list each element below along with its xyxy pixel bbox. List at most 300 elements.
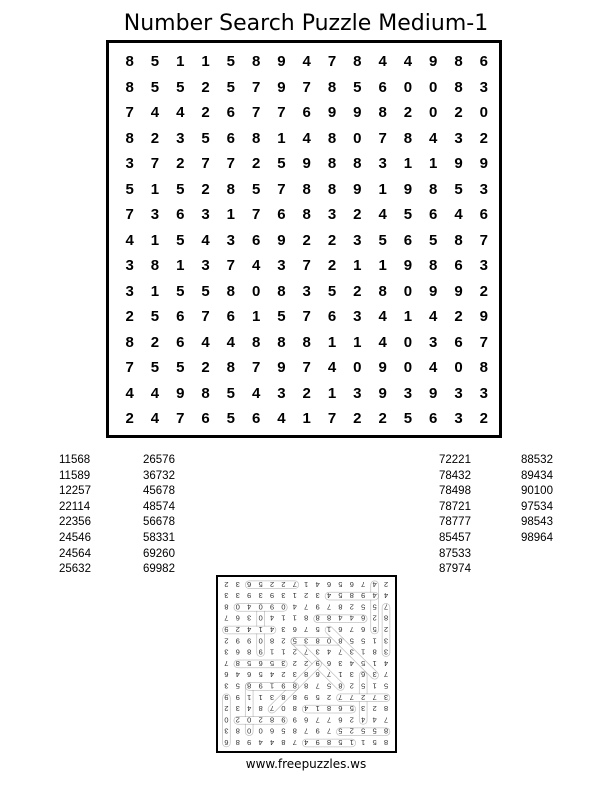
grid-cell: 3 bbox=[201, 206, 210, 223]
answer-key-digit: 8 bbox=[304, 681, 309, 691]
answer-key-digit: 5 bbox=[361, 681, 366, 691]
answer-key-digit: 7 bbox=[224, 658, 229, 668]
grid-cell: 5 bbox=[150, 78, 160, 96]
answer-key-digit: 3 bbox=[224, 726, 229, 736]
grid-cell: 3 bbox=[176, 129, 185, 147]
grid-cell: 5 bbox=[176, 231, 185, 249]
answer-key-digit: 9 bbox=[281, 681, 286, 691]
answer-key-digit: 3 bbox=[315, 591, 320, 601]
grid-cell: 4 bbox=[176, 104, 185, 121]
grid-cell: 6 bbox=[429, 206, 438, 223]
word-list-item: 48574 bbox=[143, 500, 175, 513]
answer-key-digit: 5 bbox=[247, 658, 252, 668]
answer-key-digit: 6 bbox=[235, 613, 240, 623]
answer-key-digit: 1 bbox=[281, 647, 286, 657]
grid-cell: 7 bbox=[251, 104, 261, 121]
grid-cell: 6 bbox=[454, 333, 463, 351]
grid-cell: 3 bbox=[479, 257, 488, 274]
answer-key-digit: 8 bbox=[258, 704, 263, 714]
grid-cell: 9 bbox=[454, 155, 463, 172]
answer-key-digit: 7 bbox=[304, 726, 309, 736]
answer-key-digit: 8 bbox=[338, 636, 343, 646]
grid-cell: 4 bbox=[302, 129, 311, 147]
answer-key-digit: 7 bbox=[304, 602, 309, 612]
grid-cell: 3 bbox=[277, 384, 286, 402]
answer-key-digit: 9 bbox=[269, 591, 275, 601]
answer-key-digit: 9 bbox=[247, 738, 252, 747]
answer-key-digit: 3 bbox=[338, 658, 343, 668]
word-list-item: 98964 bbox=[521, 531, 553, 544]
answer-key-digit: 4 bbox=[326, 647, 332, 657]
answer-key-digit: 3 bbox=[258, 591, 263, 601]
grid-cell: 3 bbox=[454, 384, 463, 402]
grid-cell: 4 bbox=[429, 308, 438, 325]
grid-cell: 0 bbox=[251, 282, 261, 300]
grid-cell: 4 bbox=[150, 384, 160, 402]
grid-cell: 8 bbox=[454, 78, 463, 96]
answer-key-digit: 6 bbox=[338, 625, 343, 634]
grid-cell: 8 bbox=[125, 333, 134, 351]
answer-key-digit: 7 bbox=[326, 726, 332, 736]
answer-key-digit: 5 bbox=[383, 681, 389, 691]
grid-cell: 1 bbox=[251, 308, 261, 325]
grid-cell: 2 bbox=[353, 282, 362, 300]
answer-key-digit: 0 bbox=[247, 726, 252, 736]
grid-cell: 7 bbox=[302, 308, 311, 325]
answer-key-digit: 6 bbox=[326, 658, 332, 668]
word-list-item: 78721 bbox=[439, 500, 471, 513]
answer-key-digit: 4 bbox=[235, 670, 240, 680]
grid-cell: 3 bbox=[454, 129, 463, 147]
answer-key-digit: 8 bbox=[235, 658, 240, 668]
grid-cell: 2 bbox=[479, 282, 488, 300]
answer-key-digit: 0 bbox=[224, 715, 229, 725]
answer-key-digit: 1 bbox=[349, 738, 354, 747]
grid-cell: 5 bbox=[226, 384, 235, 402]
grid-cell: 6 bbox=[201, 410, 210, 427]
grid-cell: 5 bbox=[226, 53, 235, 70]
answer-key-digit: 3 bbox=[304, 636, 309, 646]
answer-key-digit: 2 bbox=[304, 591, 309, 601]
grid-cell: 5 bbox=[176, 78, 185, 96]
grid-cell: 7 bbox=[201, 308, 210, 325]
grid-cell: 2 bbox=[378, 410, 387, 427]
answer-key-digit: 4 bbox=[326, 591, 332, 601]
answer-key-digit: 5 bbox=[361, 658, 366, 668]
answer-key-digit: 9 bbox=[281, 715, 286, 725]
grid-cell: 0 bbox=[454, 359, 463, 376]
grid-cell: 4 bbox=[277, 410, 286, 427]
answer-key-digit: 1 bbox=[338, 670, 343, 680]
grid-cell: 9 bbox=[429, 384, 438, 402]
answer-key-digit: 5 bbox=[372, 625, 377, 634]
grid-cell: 2 bbox=[353, 206, 362, 223]
grid-cell: 5 bbox=[353, 78, 362, 96]
answer-key-digit: 2 bbox=[304, 658, 309, 668]
answer-key-digit: 8 bbox=[304, 613, 309, 623]
grid-cell: 1 bbox=[327, 333, 337, 351]
word-list-item: 78777 bbox=[439, 516, 471, 529]
answer-key-digit: 7 bbox=[361, 579, 366, 589]
grid-cell: 9 bbox=[277, 53, 286, 70]
grid-cell: 1 bbox=[176, 53, 185, 70]
grid-cell: 3 bbox=[429, 333, 438, 351]
grid-cell: 2 bbox=[327, 231, 337, 249]
grid-cell: 5 bbox=[378, 231, 387, 249]
answer-key-digit: 3 bbox=[281, 591, 286, 601]
grid-cell: 3 bbox=[353, 231, 362, 249]
answer-key-digit: 4 bbox=[292, 602, 297, 612]
grid-cell: 7 bbox=[226, 257, 235, 274]
answer-key-digit: 7 bbox=[224, 613, 229, 623]
grid-cell: 9 bbox=[479, 155, 488, 172]
word-list-item: 56678 bbox=[143, 516, 175, 529]
answer-key-digit: 6 bbox=[361, 670, 366, 680]
answer-key-digit: 4 bbox=[304, 704, 309, 714]
grid-cell: 8 bbox=[277, 333, 286, 351]
answer-key-digit: 8 bbox=[383, 738, 389, 747]
grid-cell: 0 bbox=[403, 333, 413, 351]
grid-cell: 7 bbox=[277, 104, 286, 121]
grid-cell: 3 bbox=[125, 257, 134, 274]
answer-key-digit: 8 bbox=[235, 726, 240, 736]
grid-cell: 0 bbox=[403, 359, 413, 376]
word-list-item: 12257 bbox=[59, 485, 91, 498]
word-list-item: 45678 bbox=[143, 485, 175, 498]
answer-key-digit: 4 bbox=[383, 658, 389, 668]
grid-cell: 7 bbox=[251, 359, 261, 376]
answer-key-digit: 2 bbox=[372, 613, 377, 623]
answer-key-digit: 6 bbox=[304, 715, 309, 725]
grid-cell: 4 bbox=[429, 129, 438, 147]
grid-cell: 8 bbox=[125, 129, 134, 147]
grid-cell: 8 bbox=[226, 359, 235, 376]
word-list-item: 78432 bbox=[439, 469, 471, 482]
answer-key-digit: 4 bbox=[372, 715, 377, 725]
answer-key-digit: 6 bbox=[292, 625, 297, 634]
grid-cell: 7 bbox=[251, 78, 261, 96]
grid-cell: 6 bbox=[176, 333, 185, 351]
answer-key-digit: 0 bbox=[235, 602, 240, 612]
word-list-item: 85457 bbox=[439, 531, 471, 544]
answer-key-digit: 1 bbox=[247, 692, 252, 702]
grid-cell: 2 bbox=[479, 129, 488, 147]
word-list-item: 22356 bbox=[59, 516, 91, 529]
grid-cell: 2 bbox=[201, 104, 210, 121]
answer-key-digit: 0 bbox=[281, 602, 286, 612]
grid-cell: 9 bbox=[353, 180, 362, 198]
grid-cell: 9 bbox=[277, 359, 286, 376]
answer-key-digit: 4 bbox=[338, 613, 343, 623]
answer-key-digit: 0 bbox=[247, 715, 252, 725]
grid-cell: 9 bbox=[454, 282, 463, 300]
answer-key-digit: 1 bbox=[269, 647, 275, 657]
answer-key-digit: 3 bbox=[235, 704, 240, 714]
grid-cell: 4 bbox=[378, 53, 387, 70]
grid-cell: 3 bbox=[327, 206, 337, 223]
word-list-item: 89434 bbox=[521, 469, 553, 482]
grid-cell: 5 bbox=[176, 282, 185, 300]
answer-key-digit: 6 bbox=[258, 658, 263, 668]
word-list-column-4 bbox=[521, 453, 591, 547]
answer-key-digit: 6 bbox=[349, 579, 354, 589]
grid-cell: 8 bbox=[327, 129, 337, 147]
grid-cell: 3 bbox=[353, 384, 362, 402]
answer-key-digit: 2 bbox=[281, 636, 286, 646]
answer-key-digit: 3 bbox=[281, 625, 286, 634]
answer-key-digit: 6 bbox=[235, 647, 240, 657]
grid-cell: 0 bbox=[479, 104, 488, 121]
grid-cell: 4 bbox=[251, 257, 261, 274]
answer-key-digit: 8 bbox=[315, 613, 320, 623]
grid-cell: 4 bbox=[378, 333, 387, 351]
grid-cell: 5 bbox=[403, 410, 413, 427]
grid-cell: 2 bbox=[302, 231, 311, 249]
word-list-item: 11589 bbox=[59, 469, 91, 482]
answer-key-digit: 8 bbox=[338, 681, 343, 691]
grid-cell: 8 bbox=[403, 129, 413, 147]
grid-cell: 5 bbox=[277, 155, 286, 172]
answer-key-digit: 6 bbox=[247, 579, 252, 589]
grid-cell: 2 bbox=[454, 104, 463, 121]
grid-cell: 4 bbox=[302, 53, 311, 70]
grid-cell: 8 bbox=[327, 78, 337, 96]
grid-cell: 6 bbox=[226, 104, 235, 121]
grid-cell: 9 bbox=[378, 359, 387, 376]
grid-cell: 3 bbox=[479, 384, 488, 402]
answer-key-digit: 0 bbox=[258, 726, 263, 736]
grid-cell: 8 bbox=[429, 257, 438, 274]
answer-key-digit: 8 bbox=[383, 726, 389, 736]
grid-cell: 7 bbox=[201, 155, 210, 172]
word-list-item: 88532 bbox=[521, 454, 553, 466]
word-list-item: 87533 bbox=[439, 547, 471, 560]
grid-cell: 7 bbox=[479, 333, 488, 351]
answer-key-digit: 4 bbox=[247, 602, 252, 612]
grid-cell: 5 bbox=[251, 180, 261, 198]
grid-cell: 7 bbox=[125, 104, 134, 121]
grid-cell: 4 bbox=[201, 231, 210, 249]
answer-key-digit: 3 bbox=[372, 670, 377, 680]
answer-key-digit: 7 bbox=[372, 692, 377, 702]
word-list-item: 24546 bbox=[59, 531, 91, 544]
grid-cell: 5 bbox=[277, 308, 286, 325]
grid-cell: 4 bbox=[125, 231, 134, 249]
answer-key-digit: 2 bbox=[383, 579, 389, 589]
answer-key-digit: 7 bbox=[338, 692, 343, 702]
answer-key-digit: 2 bbox=[224, 636, 229, 646]
grid-cell: 7 bbox=[327, 53, 337, 70]
answer-key-digit: 5 bbox=[258, 670, 263, 680]
grid-cell: 3 bbox=[150, 206, 160, 223]
grid-cell: 5 bbox=[176, 359, 185, 376]
answer-key-digit: 0 bbox=[258, 602, 263, 612]
grid-cell: 5 bbox=[125, 180, 134, 198]
grid-cell: 8 bbox=[302, 333, 311, 351]
answer-key-digit: 3 bbox=[383, 636, 389, 646]
answer-key-digit: 4 bbox=[372, 591, 377, 601]
answer-key-digit: 7 bbox=[383, 715, 389, 725]
grid-cell: 8 bbox=[125, 53, 134, 70]
grid-cell: 7 bbox=[125, 206, 134, 223]
answer-key-digit: 0 bbox=[258, 613, 263, 623]
answer-key-digit: 6 bbox=[361, 625, 366, 634]
answer-key-digit: 8 bbox=[292, 726, 297, 736]
answer-key-digit: 5 bbox=[292, 636, 297, 646]
grid-cell: 8 bbox=[302, 206, 311, 223]
answer-key-digit: 8 bbox=[281, 738, 286, 747]
grid-cell: 2 bbox=[125, 410, 134, 427]
answer-key-digit: 5 bbox=[338, 726, 343, 736]
answer-key-digit: 3 bbox=[224, 647, 229, 657]
grid-cell: 9 bbox=[327, 104, 337, 121]
answer-key-digit: 2 bbox=[361, 692, 366, 702]
grid-cell: 7 bbox=[277, 180, 286, 198]
answer-key-digit: 4 bbox=[258, 738, 263, 747]
grid-cell: 8 bbox=[277, 282, 286, 300]
grid-cell: 0 bbox=[403, 282, 413, 300]
word-list-item: 98543 bbox=[521, 516, 553, 529]
answer-key-digit: 2 bbox=[224, 579, 229, 589]
grid-cell: 0 bbox=[353, 129, 362, 147]
answer-key-digit: 9 bbox=[292, 715, 297, 725]
answer-key-digit: 3 bbox=[235, 591, 240, 601]
grid-cell: 8 bbox=[353, 53, 362, 70]
answer-key-digit: 3 bbox=[224, 681, 229, 691]
grid-cell: 2 bbox=[454, 308, 463, 325]
answer-key-digit: 8 bbox=[235, 738, 240, 747]
grid-cell: 8 bbox=[226, 180, 235, 198]
grid-cell: 5 bbox=[150, 53, 160, 70]
answer-key-digit: 8 bbox=[292, 681, 297, 691]
answer-key-digit: 9 bbox=[315, 726, 320, 736]
grid-cell: 3 bbox=[277, 257, 286, 274]
grid-cell: 2 bbox=[201, 180, 210, 198]
answer-key-digit: 5 bbox=[315, 625, 320, 634]
grid-cell: 8 bbox=[327, 180, 337, 198]
grid-cell: 8 bbox=[201, 384, 210, 402]
grid-cell: 3 bbox=[479, 78, 488, 96]
grid-cell: 7 bbox=[302, 257, 311, 274]
grid-cell: 6 bbox=[479, 206, 488, 223]
answer-key-digit: 5 bbox=[361, 726, 366, 736]
answer-key-digit: 1 bbox=[361, 738, 366, 747]
grid-cell: 8 bbox=[251, 333, 261, 351]
grid-cell: 5 bbox=[150, 359, 160, 376]
grid-cell: 6 bbox=[226, 308, 235, 325]
answer-key-digit: 6 bbox=[269, 726, 275, 736]
answer-key-digit: 5 bbox=[338, 579, 343, 589]
answer-key-digit: 6 bbox=[338, 715, 343, 725]
answer-key-digit: 9 bbox=[361, 591, 366, 601]
answer-key-digit: 1 bbox=[304, 579, 309, 589]
grid-cell: 4 bbox=[125, 384, 134, 402]
grid-cell: 7 bbox=[226, 155, 235, 172]
grid-cell: 2 bbox=[201, 78, 210, 96]
word-list-item: 90100 bbox=[521, 485, 553, 498]
grid-cell: 5 bbox=[454, 180, 463, 198]
answer-key-digit: 5 bbox=[326, 681, 332, 691]
grid-cell: 2 bbox=[201, 359, 210, 376]
grid-cell: 6 bbox=[251, 410, 261, 427]
answer-key-digit: 7 bbox=[349, 692, 354, 702]
grid-cell: 3 bbox=[454, 410, 463, 427]
answer-key-digit: 9 bbox=[315, 602, 320, 612]
answer-key-digit: 6 bbox=[247, 670, 252, 680]
grid-cell: 1 bbox=[150, 282, 160, 300]
answer-key-digit: 4 bbox=[247, 704, 252, 714]
grid-cell: 2 bbox=[327, 257, 337, 274]
grid-cell: 4 bbox=[429, 359, 438, 376]
answer-key-digit: 3 bbox=[224, 591, 229, 601]
grid-cell: 8 bbox=[251, 53, 261, 70]
answer-key-digit: 8 bbox=[269, 715, 275, 725]
grid-cell: 6 bbox=[454, 257, 463, 274]
grid-cell: 5 bbox=[150, 308, 160, 325]
puzzle-grid bbox=[117, 49, 496, 432]
grid-cell: 1 bbox=[150, 180, 160, 198]
answer-key-digit: 2 bbox=[281, 670, 286, 680]
answer-key-digit: 9 bbox=[269, 602, 275, 612]
grid-cell: 4 bbox=[251, 384, 261, 402]
answer-key-digit: 8 bbox=[338, 602, 343, 612]
answer-key-digit: 4 bbox=[349, 613, 354, 623]
grid-cell: 0 bbox=[403, 78, 413, 96]
answer-key-digit: 8 bbox=[326, 704, 332, 714]
answer-key-digit: 2 bbox=[383, 625, 389, 634]
grid-cell: 5 bbox=[201, 129, 210, 147]
answer-key-digit: 8 bbox=[383, 613, 389, 623]
grid-cell: 3 bbox=[125, 282, 134, 300]
answer-key-digit: 2 bbox=[326, 692, 332, 702]
answer-key-digit: 9 bbox=[224, 692, 229, 702]
grid-cell: 6 bbox=[479, 53, 488, 70]
grid-cell: 9 bbox=[277, 231, 286, 249]
answer-key-digit: 7 bbox=[326, 670, 332, 680]
answer-key-digit: 2 bbox=[292, 647, 297, 657]
answer-key-digit: 5 bbox=[372, 602, 377, 612]
answer-key-digit: 9 bbox=[315, 658, 320, 668]
answer-key-digit: 8 bbox=[326, 738, 332, 747]
word-list-item: 36732 bbox=[143, 469, 175, 482]
grid-cell: 4 bbox=[403, 53, 413, 70]
grid-cell: 5 bbox=[429, 231, 438, 249]
grid-cell: 4 bbox=[150, 104, 160, 121]
grid-cell: 5 bbox=[226, 410, 235, 427]
grid-cell: 7 bbox=[302, 78, 311, 96]
grid-cell: 8 bbox=[327, 155, 337, 172]
answer-key-digit: 5 bbox=[281, 726, 286, 736]
answer-key-digit: 2 bbox=[349, 726, 354, 736]
answer-key-digit: 6 bbox=[326, 579, 332, 589]
word-list-item: 24564 bbox=[59, 547, 91, 560]
grid-cell: 6 bbox=[277, 206, 286, 223]
grid-cell: 0 bbox=[429, 104, 438, 121]
answer-key-digit: 2 bbox=[372, 704, 377, 714]
grid-cell: 1 bbox=[403, 155, 413, 172]
grid-cell: 7 bbox=[176, 410, 185, 427]
answer-key-digit: 7 bbox=[383, 602, 389, 612]
grid-cell: 9 bbox=[403, 257, 413, 274]
grid-cell: 4 bbox=[454, 206, 463, 223]
grid-cell: 1 bbox=[302, 410, 311, 427]
answer-key-digit: 7 bbox=[292, 738, 297, 747]
grid-cell: 2 bbox=[479, 410, 488, 427]
grid-cell: 7 bbox=[302, 359, 311, 376]
grid-cell: 3 bbox=[378, 155, 387, 172]
grid-cell: 3 bbox=[226, 231, 235, 249]
answer-key-digit: 8 bbox=[326, 613, 332, 623]
